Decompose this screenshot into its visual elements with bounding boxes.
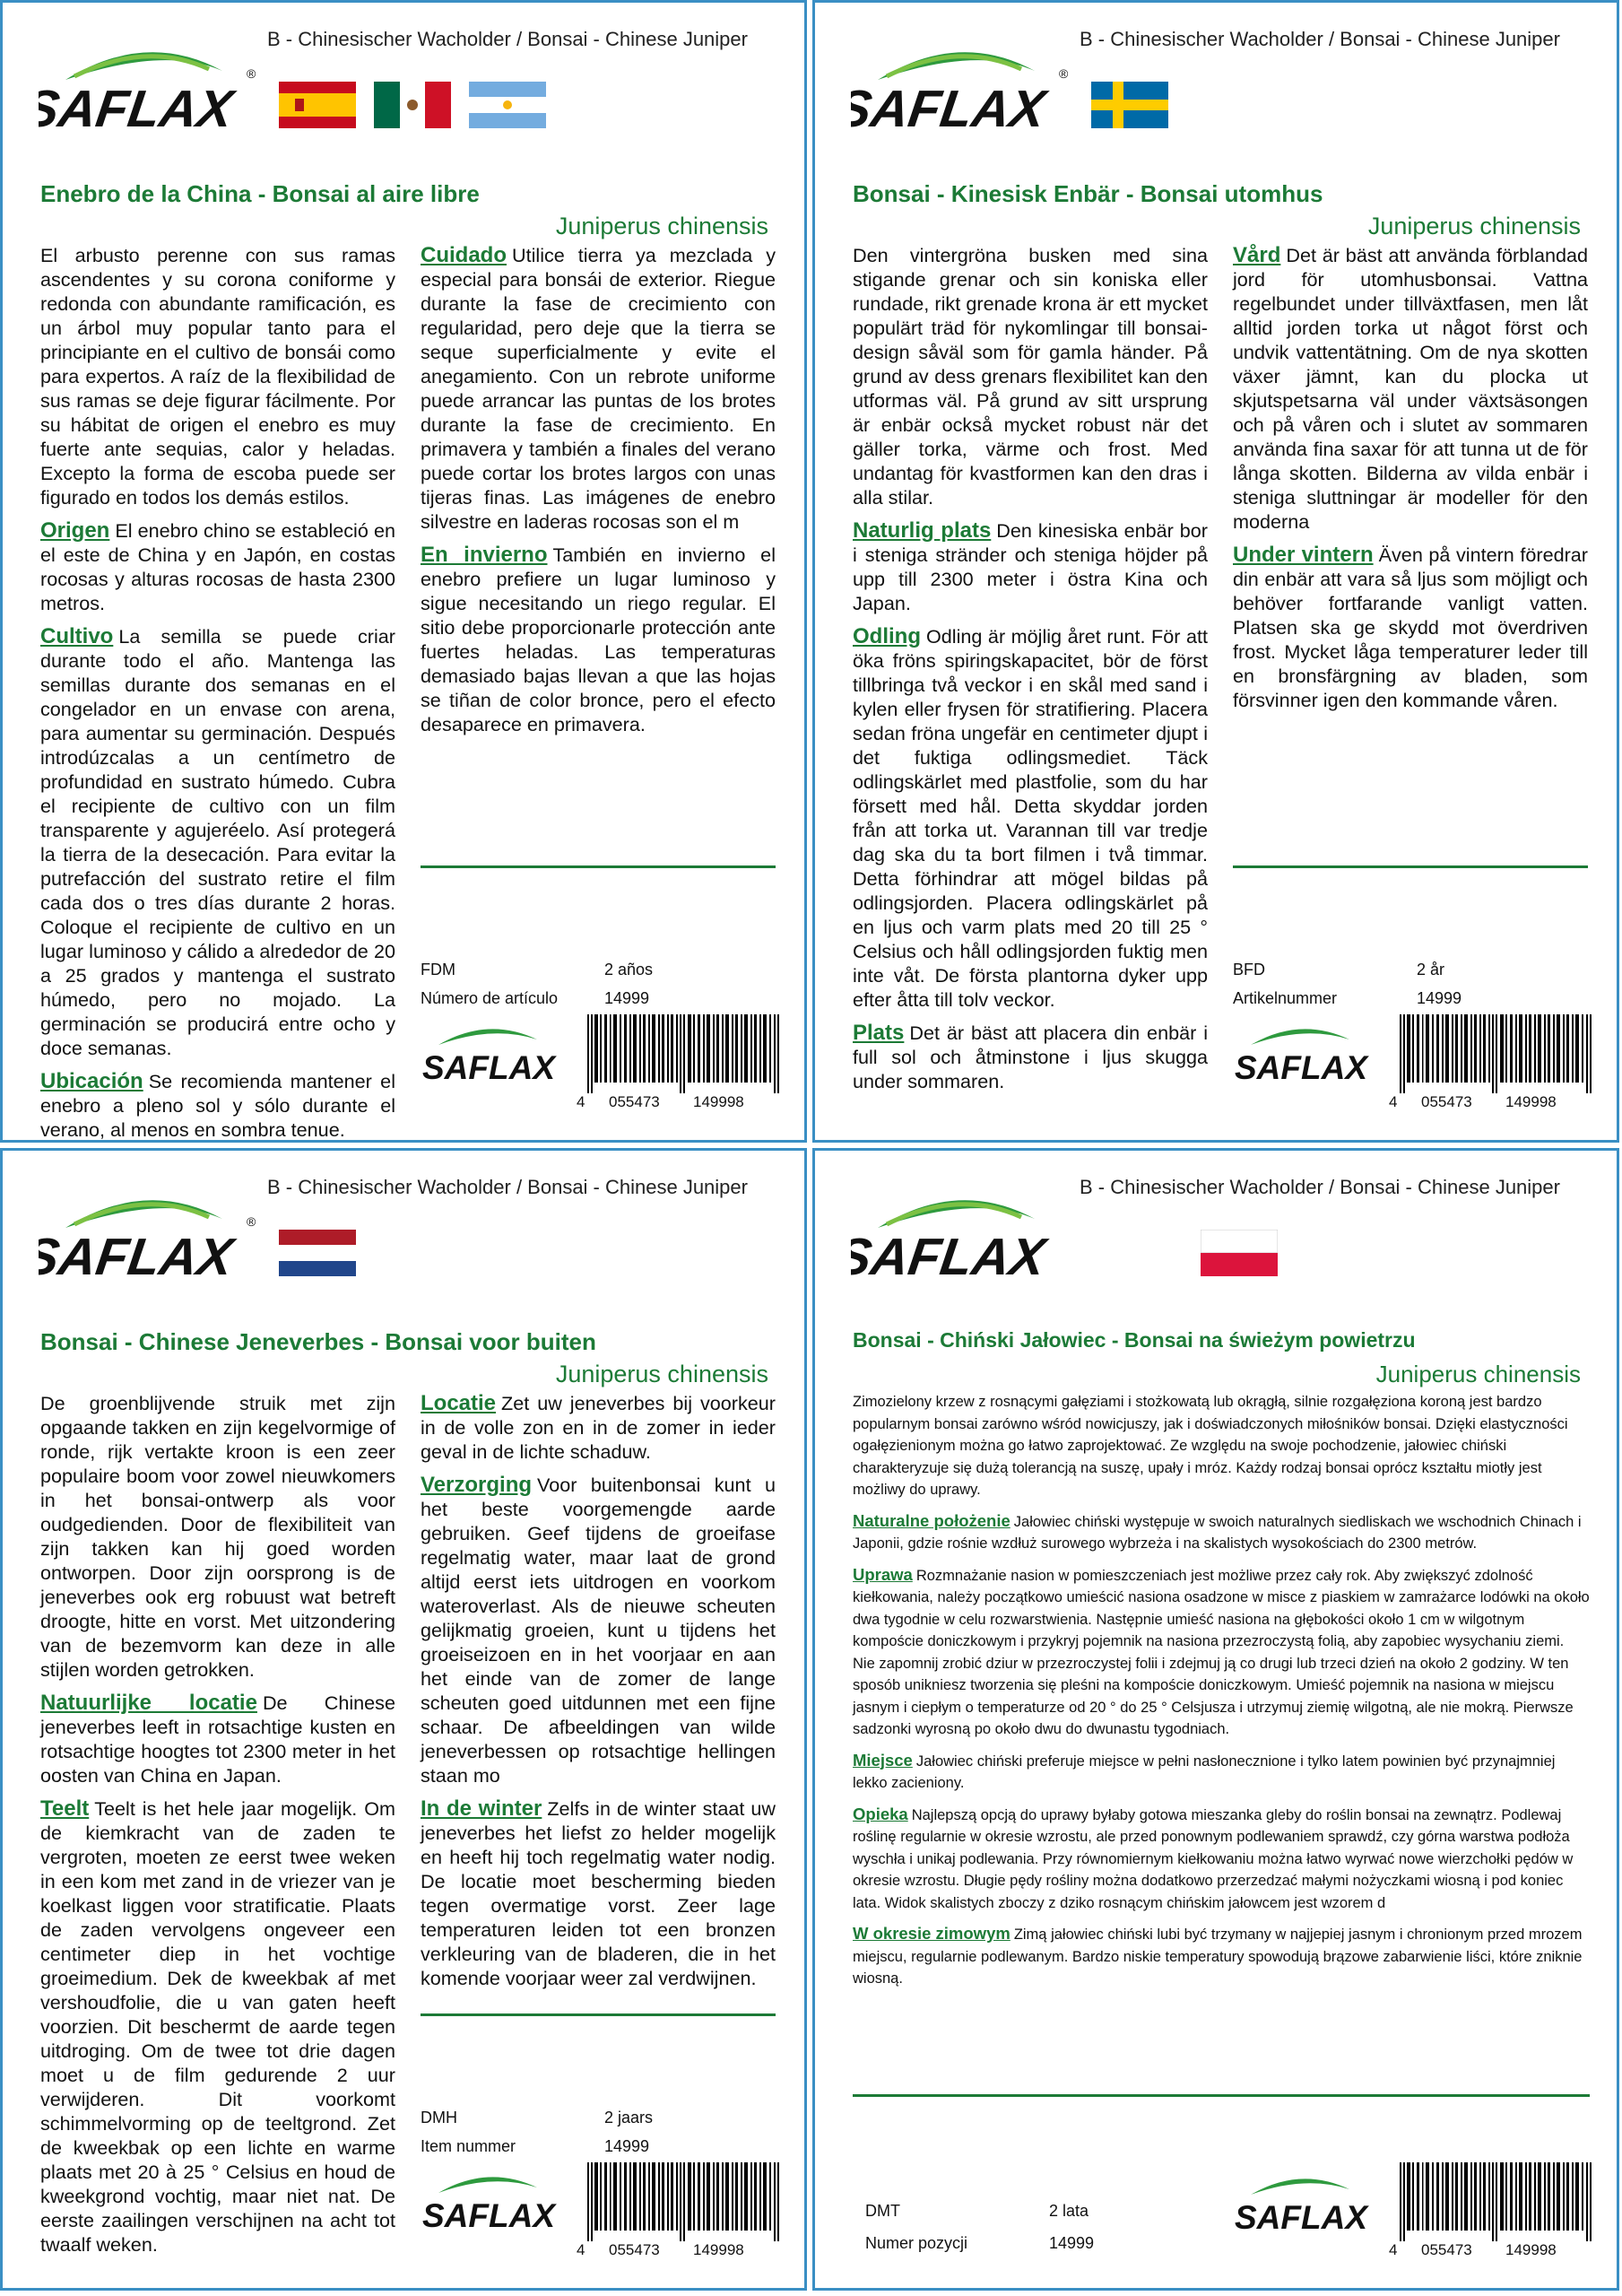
info-label: FDM — [421, 961, 455, 978]
info-value: 2 lata — [1049, 2202, 1089, 2220]
section-odling — [853, 624, 1208, 1012]
barcode-digits: 149998 — [693, 1093, 744, 1110]
section-heading: Verzorging — [421, 1473, 533, 1497]
saflax-logo — [851, 1181, 1089, 1289]
saflax-logo — [39, 1181, 276, 1289]
barcode-digits: 055473 — [1421, 1093, 1472, 1110]
section-text: Det är bäst att placera din enbär i full sol och åtminstone i ljus skugga under sommaren. — [853, 1022, 1208, 1092]
info-value: 2 jaars — [604, 2109, 654, 2126]
header-text: B - Chinesischer Wacholder / Bonsai - Chinese Juniper — [1080, 28, 1560, 50]
species-name: Juniperus chinensis — [555, 1361, 768, 1387]
section-text: Zimą jałowiec chiński lubi być trzymany w najjepiej jasnym i chronionym przed mrozem miejscu, regularnie podlewanym. Bardzo niskie temperatury spowodują brązowe zabarwienie liści, które zniknie wiosną. — [853, 1926, 1583, 1987]
barcode — [1389, 1014, 1595, 1118]
section-w-okresie-zimowym — [853, 1923, 1590, 1990]
section-heading: Uprawa — [853, 1564, 913, 1584]
section-text: Teelt is het hele jaar mogelijk. Om de kiemkracht van de zaden te vergroten, moeten ze eerst twee weken in een kom met zand in de vriezer van je koelkast liggen voor stratificatie. Plaats de zaden vervolgens ongeveer een centimeter diep in het vochtige groeimedium. Dek de kweekbak af met vershoudfolie, die u van gaten heeft voorzien. Dit beschermt de aarde tegen uitdroging. Om de twee tot drie dagen moet u de film gedurende 2 uur verwijderen. Dit voorkomt schimmelvorming op de teeltgrond. Zet de kweekbak op een lichte en warme plaats met 20 à 25 ° Celsius en houd de kweekgrond vochtig, maar niet nat. De eerste zaailingen verschijnen na acht tot twaalf weken. — [40, 1797, 395, 2256]
info-value: 14999 — [1417, 989, 1462, 1007]
label-panel-swedish — [812, 0, 1619, 1143]
header-text: B - Chinesischer Wacholder / Bonsai - Chinese Juniper — [267, 28, 748, 50]
barcode — [577, 1014, 783, 1118]
section-uprawa — [853, 1564, 1590, 1741]
section-heading: Locatie — [421, 1391, 497, 1415]
section-in-de-winter — [421, 1796, 776, 1990]
info-value: 14999 — [1049, 2234, 1095, 2252]
svg-text:SAFLAX: SAFLAX — [1235, 1049, 1367, 1086]
section-text: También en invierno el enebro prefiere un lugar luminoso y sigue necesitando un riego regular. El sitio debe proporcionarle protección ante fuertes heladas. Las temperaturas demasiado bajas llevan a que las hojas se tiñan de color bronce, pero el efecto desaparece en primavera. — [421, 544, 776, 735]
text-column — [853, 1391, 1590, 1999]
barcode-digits: 055473 — [609, 1093, 660, 1110]
product-title: Bonsai - Chiński Jałowiec - Bonsai na świeżym powietrzu — [853, 1328, 1416, 1352]
section-heading: Under vintern — [1233, 543, 1374, 567]
section-text: Rozmnażanie nasion w pomieszczeniach jest możliwe przez cały rok. Aby zwiększyć zdolność kiełkowania, należy początkowo umieścić nasiona osadzone w misce z piaskiem w zamrażarce lodówki na około dwa tygodnie w celu rozwarstwienia. Następnie umieść nasiona na głębokości około 1 cm w wilgotnym kompoście doniczkowym i przykryj pojemnik na nasiona przezroczystą folią, aby zapobiec wysychaniu ziemi. Nie zapomnij zrobić dziur w przezroczystej folii i zdejmuj ją co drugi lub trzeci dzień na około 2 godziny. W ten sposób unikniesz tworzenia się pleśni na kompoście doniczkowym. Umieść pojemnik na nasiona w miejscu jasnym i ciepłym o temperaturze od 20 ° do 25 ° Celsjusza i utrzymuj ziemię wilgotną, ale nie mokrą. Pierwsze sadzonki wyrosną po około dwu do dwunastu tygodniach. — [853, 1567, 1590, 1737]
netherlands-flag — [279, 1230, 356, 1276]
section-text: Även på vintern föredrar din enbär att vara så ljus som möjligt och behöver fortfarande vanligt vatten. Platsen ska ge skydd mot överdriven frost. Mycket låga temperaturer leder till en bronsfärgning av bladen, som försvinner igen den kommande våren. — [1233, 544, 1588, 711]
info-value: 2 años — [604, 961, 654, 978]
species-name: Juniperus chinensis — [555, 213, 768, 239]
barcode-digits: 055473 — [609, 2241, 660, 2258]
section-heading: Opieka — [853, 1804, 908, 1823]
barcode — [1389, 2162, 1595, 2266]
intro-text: Den vintergröna busken med sina stigande grenar och sin koniska eller rundade, rikt grenade krona är ett mycket populärt träd för nykomlingar till bonsai-design såväl som för gamla händer. På grund av dess grenars flexibilitet kan den utformas väl. På grund av sitt ursprung är enbär också mycket robust när det gäller torka, värme och frost. Med undantag för kvastformen kan den dras i alla stilar. — [853, 244, 1208, 509]
section-heading: Naturalne położenie — [853, 1510, 1010, 1530]
saflax-small-logo — [421, 1014, 564, 1088]
svg-text:®: ® — [247, 66, 256, 81]
info-label: DMH — [421, 2109, 457, 2126]
section-vard — [1233, 243, 1588, 534]
saflax-logo — [39, 33, 276, 141]
svg-text:SAFLAX: SAFLAX — [851, 1228, 1049, 1286]
barcode-digits: 055473 — [1421, 2241, 1472, 2258]
divider-line — [853, 2094, 1590, 2097]
barcode-digits: 149998 — [1505, 2241, 1557, 2258]
text-column-right — [421, 1391, 776, 1999]
info-label: Numer pozycji — [865, 2234, 968, 2252]
info-label: Artikelnummer — [1233, 989, 1338, 1007]
product-title: Bonsai - Chinese Jeneverbes - Bonsai voor buiten — [40, 1328, 596, 1355]
saflax-logo — [851, 33, 1089, 141]
svg-text:SAFLAX: SAFLAX — [422, 2197, 555, 2234]
section-text: El enebro chino se estableció en el este de China y en Japón, en costas rocosas y alturas rocosas de hasta 2300 metros. — [40, 519, 395, 614]
product-title: Bonsai - Kinesisk Enbär - Bonsai utomhus — [853, 180, 1323, 207]
mexico-flag — [374, 82, 451, 128]
section-cuidado — [421, 243, 776, 534]
svg-text:SAFLAX: SAFLAX — [39, 80, 237, 138]
section-opieka — [853, 1804, 1590, 1915]
svg-text:®: ® — [1059, 66, 1069, 81]
info-value: 14999 — [604, 989, 650, 1007]
section-invierno — [421, 543, 776, 736]
spain-flag — [279, 82, 356, 128]
info-value: 14999 — [604, 2137, 650, 2155]
section-heading: In de winter — [421, 1796, 542, 1821]
section-heading: Origen — [40, 518, 110, 543]
section-heading: Cuidado — [421, 243, 507, 267]
svg-text:SAFLAX: SAFLAX — [422, 1049, 555, 1086]
info-label: DMT — [865, 2202, 900, 2220]
section-cultivo — [40, 624, 395, 1060]
section-heading: Odling — [853, 624, 921, 648]
barcode-digits: 149998 — [1505, 1093, 1557, 1110]
header-text: B - Chinesischer Wacholder / Bonsai - Chinese Juniper — [1080, 1176, 1560, 1198]
section-naturalne-polozenie — [853, 1510, 1590, 1555]
section-heading: Miejsce — [853, 1750, 913, 1770]
section-text: Jałowiec chiński preferuje miejsce w pełni nasłonecznione i tylko latem powinien być przynajmniej lekko zacieniony. — [853, 1752, 1556, 1791]
section-miejsce — [853, 1750, 1590, 1795]
section-origen — [40, 518, 395, 615]
species-name: Juniperus chinensis — [1367, 213, 1581, 239]
section-locatie — [421, 1391, 776, 1464]
info-label: Número de artículo — [421, 989, 559, 1007]
barcode-digit: 4 — [1389, 2241, 1398, 2258]
poland-flag — [1201, 1230, 1278, 1276]
section-text: Utilice tierra ya mezclada y especial para bonsái de exterior. Riegue durante la fase de crecimiento con regularidad, pero deje que la tierra se seque superficialmente y evite el anegamiento. Con un rebrote uniforme puede arrancar las puntas de los brotes durante la fase de crecimiento. En primavera y también a finales del verano puede cortar los brotes largos con unas tijeras finas. Las imágenes de enebro silvestre en laderas rocosas son el m — [421, 244, 776, 533]
section-heading: En invierno — [421, 543, 548, 567]
section-text: Odling är möjlig året runt. För att öka fröns spiringskapacitet, bör de först tillbringa två veckor i en skål med sand i kylen eller frysen för stratifiering. Placera sedan fröna ungefär en centimeter djupt i det fuktiga odlingsmediet. Täck odlingskärlet med plastfolie, som du har försett med hål. Detta skyddar jorden från att torka ut. Varannan till var tredje dag ska du ta bort filmen i två timmar. Detta förhindrar att mögel bildas på odlingsjorden. Placera odlingskärlet på en ljus och varm plats med 20 till 25 ° Celsius och håll odlingsjorden fuktig men inte våt. De första plantorna dyker upp efter åtta till tolv veckor. — [853, 625, 1208, 1011]
divider-line — [421, 865, 776, 868]
section-under-vintern — [1233, 543, 1588, 712]
divider-line — [421, 2013, 776, 2016]
label-panel-polish — [812, 1148, 1619, 2291]
barcode-digit: 4 — [577, 1093, 585, 1110]
section-heading: Teelt — [40, 1796, 90, 1821]
section-natuurlijke-locatie — [40, 1691, 395, 1787]
section-heading: Naturlig plats — [853, 518, 992, 543]
barcode-digit: 4 — [1389, 1093, 1398, 1110]
svg-text:SAFLAX: SAFLAX — [1235, 2199, 1367, 2236]
sweden-flag — [1091, 82, 1168, 128]
section-text: Voor buitenbonsai kunt u het beste voorgemengde aarde gebruiken. Geef tijdens de groeifase regelmatig water, maar laat de grond altijd eerst iets uitdrogen en voorkom wateroverlast. Als de nieuwe scheuten gelijkmatig groeien, kunt u tijdens het groeiseizoen en in het voorjaar en aan het einde van de zomer de lange scheuten goed uitdunnen met een fijne schaar. De afbeeldingen van wilde jeneverbessen op rotsachtige hellingen staan mo — [421, 1474, 776, 1787]
section-plats — [853, 1021, 1208, 1093]
barcode-digits: 149998 — [693, 2241, 744, 2258]
intro-text: Zimozielony krzew z rosnącymi gałęziami i stożkowatą lub okrągłą, silnie rozgałęziona koroną jest bardzo popularnym bonsai zarówno wśród nowicjuszy, jak i doświadczonych miłośników bonsai. Dzięki elastyczności ogałęzienionym można go łatwo zaprojektować. Ze względu na swoje pochodzenie, jałowiec chiński charakteryzuje się dużą tolerancją na suszę, upały i mróz. Każdy rodzaj bonsai oprócz kształtu miotły jest możliwy do uprawy. — [853, 1394, 1568, 1498]
section-text: Zelfs in de winter staat uw jeneverbes het liefst zo helder mogelijk en heeft hij toch regelmatig water nodig. De locatie moet bescherming bieden tegen overmatige vorst. Zeer lage temperaturen leiden tot een bronzen verkleuring van de bladeren, die in het komende voorjaar weer zal verdwijnen. — [421, 1797, 776, 1989]
section-text: La semilla se puede criar durante todo el año. Mantenga las semillas durante dos semanas en el congelador en un envase con arena, para aumentar su germinación. Después introdúzcalas a un centímetro de profundidad en sustrato húmedo. Cubra el recipiente de cultivo con un film transparente y agujeréelo. Así protegerá la tierra de la desecación. Para evitar la putrefacción del sustrato retire el film cada dos o tres días durante 2 horas. Coloque el recipiente de cultivo en un lugar luminoso y cálido a alrededor de 20 a 25 grados y mantenga el sustrato húmedo, pero no mojado. La germinación se producirá entre ocho y doce semanas. — [40, 625, 395, 1059]
section-heading: Cultivo — [40, 624, 114, 648]
info-value: 2 år — [1417, 961, 1445, 978]
intro-text: De groenblijvende struik met zijn opgaande takken en zijn kegelvormige of ronde, rijk vertakte kroon is een zeer populaire boom voor zowel nieuwkomers in het bonsai-ontwerp als voor oudgedienden. Door de flexibiliteit van zijn takken kan hij goed worden ontworpen. Door zijn oorsprong is de jeneverbes ook erg robuust wat betreft droogte, hitte en vorst. Met uitzondering van de bezemvorm kan deze in alle stijlen worden getrokken. — [40, 1392, 395, 1681]
info-label: Item nummer — [421, 2137, 516, 2155]
section-heading: Plats — [853, 1021, 905, 1045]
product-title: Enebro de la China - Bonsai al aire libre — [40, 180, 480, 207]
section-text: De Chinese jeneverbes leeft in rotsachtige kusten en rotsachtige hoogtes tot 2300 meter in het oosten van China en Japan. — [40, 1692, 395, 1787]
section-text: Det är bäst att använda förblandad jord för utomhusbonsai. Vattna regelbundet under tillväxtfasen, men låt alltid jorden torka ut något först och undvik vattentätning. Om de nya skotten växer jämnt, kan du plocka ut skjutspetsarna väl under växtsäsongen och på våren och i slutet av sommaren använda fina saxar för att tunna ut de för långa skotten. Bilderna av vilda enbär i steniga sluttningar är modeller för den moderna — [1233, 244, 1588, 533]
section-text: Se recomienda mantener el enebro a pleno sol y sólo durante el verano, al menos en sombra tenue. — [40, 1070, 395, 1141]
svg-text:SAFLAX: SAFLAX — [851, 80, 1049, 138]
label-panel-spanish — [0, 0, 807, 1143]
text-column-left — [853, 243, 1208, 1102]
section-text: Zet uw jeneverbes bij voorkeur in de volle zon en in de zomer in ieder geval in de lichte schaduw. — [421, 1392, 776, 1463]
label-panel-dutch — [0, 1148, 807, 2291]
section-text: Najlepszą opcją do uprawy byłaby gotowa mieszanka gleby do roślin bonsai na zewnątrz. Podlewaj roślinę regularnie w okresie wzrostu, ale przed ponownym podlewaniem sprawdź, czy górna warstwa podłoża wyschła i unikaj podlewania. Przy równomiernym kiełkowaniu można łatwo wyrwać nowe wierzchołki pędów w okresie wzrostu. Długie pędy rośliny można dodatkowo przerzedzać małymi nożyczkami wiosną i pod koniec lata. Widok skalistych zboczy z dziko rosnącym chińskim jałowcem jest wzorem d — [853, 1806, 1574, 1911]
text-column-right — [1233, 243, 1588, 721]
svg-text:SAFLAX: SAFLAX — [39, 1228, 237, 1286]
section-naturlig-plats — [853, 518, 1208, 615]
species-name: Juniperus chinensis — [1375, 1361, 1581, 1387]
saflax-small-logo — [1233, 1014, 1376, 1088]
section-text: Jałowiec chiński występuje w swoich naturalnych siedliskach we wschodnich Chinach i Japonii, gdzie rośnie wzdłuż surowego wybrzeża i na skalistych wysokościach do 2300 metrów. — [853, 1513, 1582, 1552]
text-column-left — [40, 1391, 395, 2266]
section-heading: Ubicación — [40, 1069, 143, 1093]
divider-line — [1233, 865, 1588, 868]
barcode — [577, 2162, 783, 2266]
section-verzorging — [421, 1473, 776, 1787]
barcode-digit: 4 — [577, 2241, 585, 2258]
argentina-flag — [469, 82, 546, 128]
section-heading: Vård — [1233, 243, 1281, 267]
info-label: BFD — [1233, 961, 1265, 978]
saflax-small-logo — [421, 2162, 564, 2236]
section-text: Den kinesiska enbär bor i steniga stränder och steniga höjder på upp till 2300 meter i östra Kina och Japan. — [853, 519, 1208, 614]
section-teelt — [40, 1796, 395, 2257]
text-column-left — [40, 243, 395, 1143]
intro-text: El arbusto perenne con sus ramas ascendentes y su corona coniforme y redonda con abundante ramificación, es un árbol muy popular tanto para el principiante en el cultivo de bonsái como para expertos. A raíz de la flexibilidad de sus ramas se deje figurar fácilmente. Por su hábitat de origen el enebro es muy fuerte ante sequias, calor y heladas. Excepto la forma de escoba puede ser figurado en todos los demás estilos. — [40, 244, 395, 509]
section-heading: Natuurlijke locatie — [40, 1691, 257, 1715]
saflax-small-logo — [1233, 2164, 1376, 2238]
text-column-right — [421, 243, 776, 745]
header-text: B - Chinesischer Wacholder / Bonsai - Chinese Juniper — [267, 1176, 748, 1198]
section-heading: W okresie zimowym — [853, 1924, 1010, 1943]
svg-text:®: ® — [247, 1214, 256, 1229]
section-ubicacion — [40, 1069, 395, 1142]
